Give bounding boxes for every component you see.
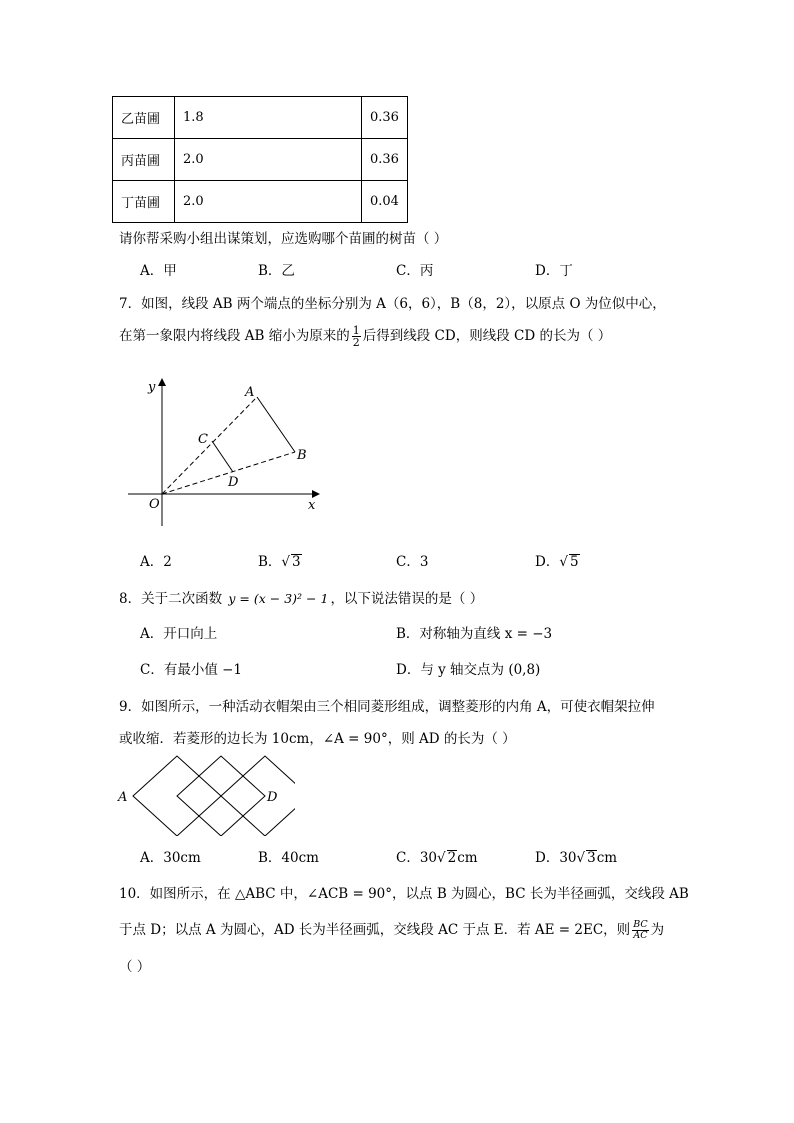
q9-figure — [115, 752, 295, 836]
q10-line3: （ ） — [119, 959, 151, 975]
q9-option-d-prefix: D．30 — [535, 850, 577, 866]
q7-option-c: C．3 — [396, 554, 429, 570]
table-cell: 乙苗圃 — [113, 97, 175, 139]
rhombus-3 — [221, 756, 295, 836]
q7-option-a: A．2 — [140, 554, 172, 570]
q10-line1: 10．如图所示，在 △ABC 中，∠ACB = 90°，以点 B 为圆心，BC 长为半径画弧，交线段 AB — [119, 886, 689, 902]
label-a: A — [245, 385, 255, 400]
label-a: A — [118, 790, 128, 805]
q8-prefix: 8．关于二次函数 — [119, 591, 223, 607]
q10-frac-den: AC — [633, 930, 648, 941]
label-d: D — [267, 790, 278, 805]
q7-option-d-prefix: D． — [535, 554, 560, 570]
q6-option-d: D．丁 — [535, 263, 573, 279]
q9-option-c: C．30√ 2cm — [396, 850, 478, 866]
q7-option-d-root: 5 — [569, 554, 579, 570]
q7-option-d: D．√ 5 — [535, 554, 579, 570]
q8-formula: y = (x − 3)² − 1 — [228, 591, 329, 606]
q7-frac-num: 1 — [352, 324, 360, 337]
q7-option-b-prefix: B． — [258, 554, 282, 570]
q6-option-c: C．丙 — [396, 263, 434, 279]
label-d: D — [228, 475, 239, 490]
q7-fraction — [352, 325, 361, 348]
table-cell: 丁苗圃 — [113, 181, 175, 223]
table-row — [113, 97, 408, 139]
label-y: y — [148, 380, 156, 395]
label-b: B — [297, 448, 307, 463]
q9-option-c-root: 2 — [447, 850, 457, 866]
q9-option-d: D．30√ 3cm — [535, 850, 618, 866]
q6-option-b: B．乙 — [258, 263, 295, 279]
q8-option-d: D．与 y 轴交点为 (0,8) — [396, 662, 541, 678]
table-cell: 1.8 — [175, 97, 362, 139]
q6-option-a: A．甲 — [140, 263, 177, 279]
label-c: C — [198, 432, 208, 447]
q8-option-a: A．开口向上 — [140, 626, 218, 642]
q8-suffix: ，以下说法错误的是（ ） — [330, 591, 484, 607]
q9-option-c-unit: cm — [457, 850, 478, 866]
q9-option-d-root: 3 — [587, 850, 596, 866]
segment-ab — [257, 397, 295, 452]
q9-option-d-unit: cm — [596, 850, 618, 866]
q7-option-b: B．√ 3 — [258, 554, 301, 570]
q9-option-b: B．40cm — [258, 850, 319, 866]
table-row — [113, 181, 408, 223]
q9-line1: 9．如图所示，一种活动衣帽架由三个相同菱形组成，调整菱形的内角 A，可使衣帽架拉伸 — [119, 699, 655, 715]
q9-line2: 或收缩．若菱形的边长为 10cm，∠A = 90°，则 AD 的长为（ ） — [119, 731, 516, 747]
table-row — [113, 139, 408, 181]
q7-line2-start: 在第一象限内将线段 AB 缩小为原来的 — [119, 328, 350, 344]
table-cell: 2.0 — [175, 181, 362, 223]
table-cell: 0.36 — [362, 97, 408, 139]
q10-line2 — [119, 920, 664, 941]
q7-frac-den: 2 — [352, 336, 360, 349]
table-cell: 0.36 — [362, 139, 408, 181]
q7-line2-end: 后得到线段 CD，则线段 CD 的长为（ ） — [362, 328, 612, 344]
q7-line2 — [119, 325, 611, 348]
q7-figure — [120, 370, 330, 540]
q8-option-b: B．对称轴为直线 x = −3 — [396, 626, 553, 642]
q7-option-b-root: 3 — [292, 554, 301, 570]
label-o: O — [149, 497, 160, 512]
q10-line2-start: 于点 D；以点 A 为圆心，AD 长为半径画弧，交线段 AC 于点 E．若 AE = 2EC，则 — [119, 922, 631, 938]
q7-line1: 7．如图，线段 AB 两个端点的坐标分别为 A（6，6），B（8，2），以原点 O 为位似中心， — [119, 296, 666, 312]
q6-question: 请你帮采购小组出谋策划，应选购哪个苗圃的树苗（ ） — [119, 231, 448, 247]
segment-cd — [212, 441, 233, 472]
table-cell: 丙苗圃 — [113, 139, 175, 181]
q9-option-a: A．30cm — [140, 850, 201, 866]
label-x: x — [308, 498, 316, 513]
q10-fraction — [632, 920, 648, 941]
q9-option-c-prefix: C．30 — [396, 850, 438, 866]
table-cell: 0.04 — [362, 181, 408, 223]
q10-frac-num: BC — [633, 919, 648, 930]
nursery-table — [112, 96, 408, 223]
q8-option-c: C．有最小值 −1 — [140, 662, 243, 678]
table-cell: 2.0 — [175, 139, 362, 181]
q8-question — [119, 589, 483, 609]
q10-line2-end: 为 — [650, 922, 665, 938]
